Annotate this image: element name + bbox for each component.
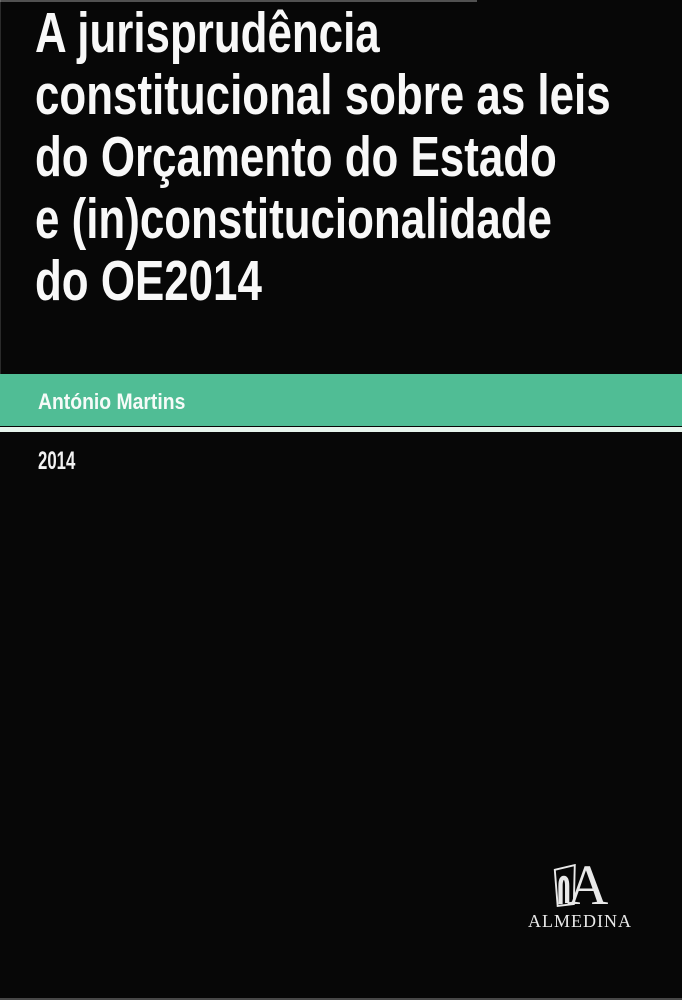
title-line-4: e (in)constitucionalidade bbox=[35, 187, 552, 251]
title-line-5: do OE2014 bbox=[35, 249, 262, 313]
author-band bbox=[0, 374, 682, 426]
author-name: António Martins bbox=[38, 389, 186, 414]
book-title bbox=[35, 2, 682, 312]
scan-edge-left bbox=[0, 0, 1, 400]
svg-text:A: A bbox=[567, 864, 609, 908]
title-line-1: A jurisprudência bbox=[35, 1, 380, 65]
publisher-name: ALMEDINA bbox=[528, 911, 632, 931]
title-line-3: do Orçamento do Estado bbox=[35, 125, 557, 189]
publisher-logo bbox=[518, 864, 642, 932]
publication-year: 2014 bbox=[38, 447, 76, 475]
almedina-open-book-icon bbox=[551, 864, 609, 908]
title-line-2: constitucional sobre as leis bbox=[35, 63, 611, 127]
band-underline bbox=[0, 427, 682, 432]
